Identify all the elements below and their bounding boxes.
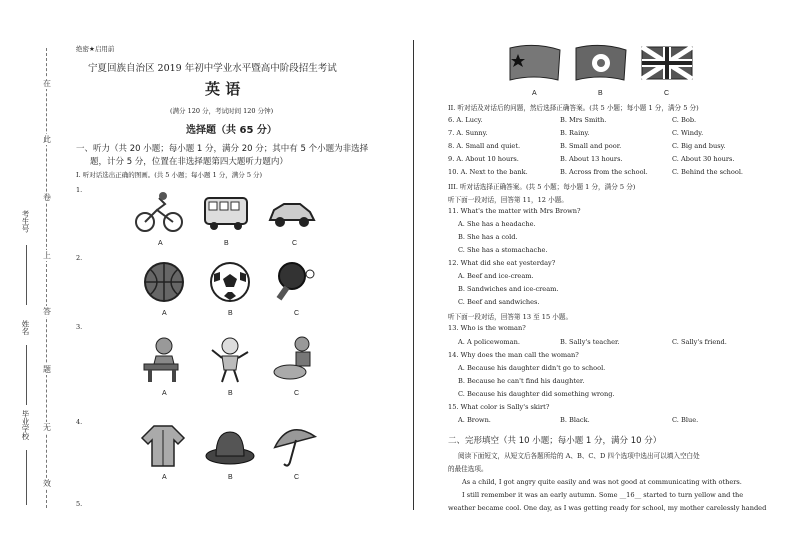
- question-number: 2.: [76, 254, 83, 262]
- answer-option: B. Small and poor.: [560, 142, 622, 150]
- passage-line: I still remember it was an early autumn. Some __16__ started to turn yellow and the: [462, 491, 744, 499]
- football-picture: [206, 260, 254, 304]
- option-label: B: [228, 390, 233, 397]
- question-number: 3.: [76, 323, 83, 331]
- part2-heading: 二、完形填空（共 10 小题；每小题 1 分，满分 10 分）: [448, 436, 662, 446]
- question-number: 1.: [76, 186, 83, 194]
- answer-option: B. She has a cold.: [458, 233, 518, 241]
- answer-option: A. A policewoman.: [458, 338, 520, 346]
- section2-heading: II. 听对话及对话后的问题，然后选择正确答案。(共 5 小题；每小题 1 分，满分 5 分): [448, 104, 699, 112]
- answer-option: C. Sally's friend.: [672, 338, 727, 346]
- answer-option: B. Black.: [560, 416, 590, 424]
- option-label: B: [598, 90, 603, 97]
- hat-picture: [204, 424, 256, 468]
- section3-intro: 听下面一段对话，回答第 11，12 小题。: [448, 196, 568, 204]
- option-label: B: [224, 240, 229, 247]
- uk-flag-icon: [640, 44, 694, 82]
- margin-char: 此: [43, 135, 51, 144]
- part2-instructions-cont: 的最佳选项。: [448, 465, 488, 473]
- question-11: 11. What's the matter with Mrs Brown?: [448, 207, 581, 215]
- bus-picture: [202, 190, 250, 234]
- answer-option: B. Because he can't find his daughter.: [458, 377, 585, 385]
- margin-char: 效: [43, 479, 51, 488]
- answer-option: B. About 13 hours.: [560, 155, 623, 163]
- column-divider: [413, 40, 414, 510]
- kid-playing-picture: [204, 334, 254, 384]
- answer-option: 7. A. Sunny.: [448, 129, 488, 137]
- hong-kong-flag-icon: [574, 44, 628, 82]
- margin-char: 无: [43, 423, 51, 432]
- answer-option: C. Beef and sandwiches.: [458, 298, 540, 306]
- boy-washing-picture: [270, 334, 320, 384]
- option-label: B: [228, 474, 233, 481]
- option-label: C: [294, 474, 300, 481]
- ping-pong-paddle-picture: [270, 260, 318, 304]
- option-label: C: [294, 310, 300, 317]
- question-14: 14. Why does the man call the woman?: [448, 351, 579, 359]
- option-label: C: [294, 390, 300, 397]
- passage-line: As a child, I got angry quite easily and was not good at communicating with others.: [462, 478, 742, 486]
- margin-char: 卷: [43, 193, 51, 202]
- answer-option: 6. A. Lucy.: [448, 116, 483, 124]
- boy-studying-picture: [138, 334, 188, 384]
- umbrella-picture: [270, 422, 320, 470]
- car-picture: [268, 192, 316, 236]
- answer-option: 8. A. Small and quiet.: [448, 142, 521, 150]
- option-label: C: [292, 240, 298, 247]
- part1-heading-cont: 题，计分 5 分，位置在非选择题第四大题听力题内）: [90, 157, 288, 167]
- option-label: B: [228, 310, 233, 317]
- exam-title: 宁夏回族自治区 2019 年初中学业水平暨高中阶段招生考试: [88, 63, 337, 74]
- answer-option: B. Sandwiches and ice-cream.: [458, 285, 559, 293]
- section-title: 选择题（共 65 分）: [186, 125, 277, 136]
- answer-option: A. Beef and ice-cream.: [458, 272, 534, 280]
- passage-line: weather became cool. One day, as I was getting ready for school, my mother carelessly handed: [448, 504, 767, 512]
- question-13: 13. Who is the woman?: [448, 324, 526, 332]
- answer-option: A. Brown.: [458, 416, 491, 424]
- section3-intro: 听下面一段对话，回答第 13 至 15 小题。: [448, 313, 573, 321]
- label-name: 姓名: [21, 320, 30, 335]
- answer-option: B. Sally's teacher.: [560, 338, 620, 346]
- option-label: A: [162, 310, 167, 317]
- fill-line: [26, 245, 27, 305]
- fill-line: [26, 345, 27, 405]
- option-label: A: [158, 240, 163, 247]
- question-number: 4.: [76, 418, 83, 426]
- option-label: A: [162, 390, 167, 397]
- question-number: 5.: [76, 500, 83, 508]
- jacket-picture: [138, 422, 188, 470]
- label-school: 毕业学校: [21, 410, 30, 440]
- label-exam-number: 考生号: [21, 210, 30, 233]
- china-flag-icon: [508, 44, 562, 82]
- question-12: 12. What did she eat yesterday?: [448, 259, 556, 267]
- cyclist-picture: [135, 190, 183, 234]
- part1-heading: 一、听力（共 20 小题；每小题 1 分，满分 20 分；其中有 5 个小题为非选择: [76, 144, 369, 154]
- margin-char: 在: [43, 79, 51, 88]
- basketball-picture: [140, 260, 188, 304]
- cut-line-left: [46, 48, 47, 508]
- option-label: A: [532, 90, 537, 97]
- part1-subheading: I. 听对话选出正确的图画。(共 5 小题；每小题 1 分，满分 5 分): [76, 171, 263, 179]
- option-label: C: [664, 90, 670, 97]
- answer-option: C. About 30 hours.: [672, 155, 735, 163]
- answer-option: C. Because his daughter did something wrong.: [458, 390, 615, 398]
- answer-option: C. Windy.: [672, 129, 704, 137]
- answer-option: B. Mrs Smith.: [560, 116, 607, 124]
- margin-char: 上: [43, 251, 51, 260]
- part2-instructions: 阅读下面短文，从短文后各题所给的 A、B、C、D 四个选项中选出可以填入空白处: [458, 452, 700, 460]
- margin-char: 答: [43, 307, 51, 316]
- exam-meta: (满分 120 分，考试时间 120 分钟): [170, 107, 274, 115]
- answer-option: A. She has a headache.: [458, 220, 536, 228]
- answer-option: C. Big and busy.: [672, 142, 726, 150]
- option-label: A: [162, 474, 167, 481]
- subject-title: 英 语: [205, 80, 241, 98]
- margin-char: 题: [43, 365, 51, 374]
- answer-option: C. Bob.: [672, 116, 697, 124]
- confidential-mark: 绝密★启用前: [76, 45, 115, 53]
- fill-line: [26, 450, 27, 505]
- section3-heading: III. 听对话选择正确答案。(共 5 小题；每小题 1 分，满分 5 分): [448, 183, 636, 191]
- answer-option: A. Because his daughter didn't go to school.: [458, 364, 606, 372]
- question-15: 15. What color is Sally's skirt?: [448, 403, 550, 411]
- answer-option: 9. A. About 10 hours.: [448, 155, 519, 163]
- answer-option: B. Rainy.: [560, 129, 590, 137]
- answer-option: B. Across from the school.: [560, 168, 648, 176]
- answer-option: 10. A. Next to the bank.: [448, 168, 528, 176]
- answer-option: C. Blue.: [672, 416, 699, 424]
- answer-option: C. Behind the school.: [672, 168, 744, 176]
- answer-option: C. She has a stomachache.: [458, 246, 548, 254]
